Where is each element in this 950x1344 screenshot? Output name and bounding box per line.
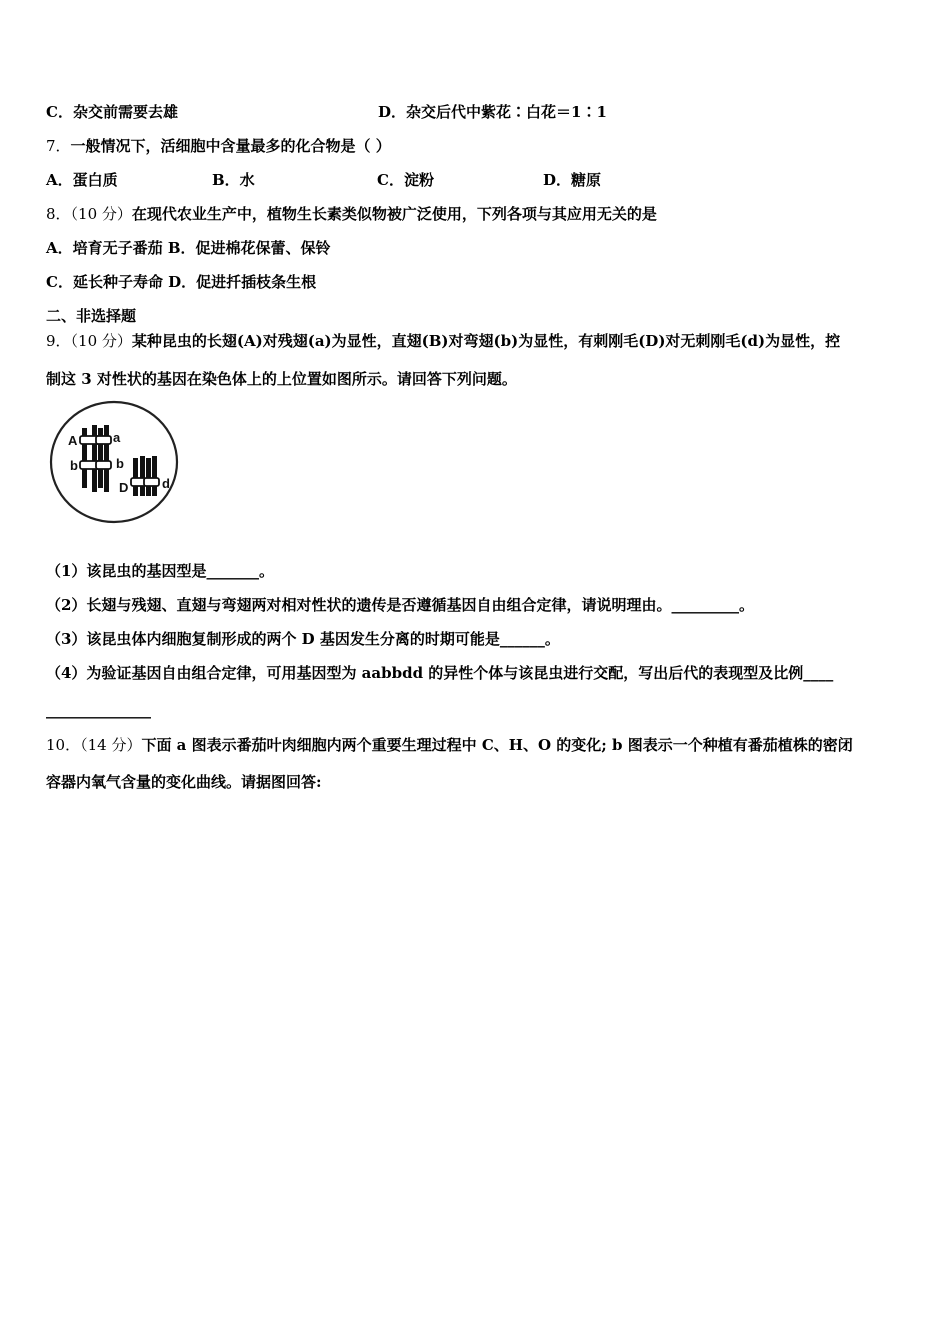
label-d: d (162, 476, 170, 491)
q9-sub4-line1: （4）为验证基因自由组合定律，可用基因型为 aabbdd 的异性个体与该昆虫进行交配，写出后代的表现型及比例____ (46, 664, 834, 682)
chromosome-2d (152, 456, 157, 496)
q8-points: （10 分） (70, 205, 132, 223)
section-title: 二、非选择题 (46, 307, 137, 325)
q10-stem-line1 (46, 735, 853, 755)
q9-stem-text1: 某种昆虫的长翅(A)对残翅(a)为显性，直翅(B)对弯翅(b)为显性，有刺刚毛(D)对无刺刚毛(d)为显性，控 (131, 332, 841, 350)
chromosome-diagram (46, 398, 182, 528)
q8-options-cd: C．延长种子寿命 D．促进扦插枝条生根 (46, 273, 317, 291)
gene-box-a (96, 436, 111, 444)
label-b-right: b (116, 456, 124, 471)
q8-stem-line (46, 204, 657, 224)
gene-box-d (144, 478, 159, 486)
q9-sub4-line2: ______________ (46, 701, 151, 719)
q10-stem-line2: 容器内氧气含量的变化曲线。请据图回答: (46, 773, 322, 791)
q6-option-d: D．杂交后代中紫花∶白花＝1∶1 (378, 103, 607, 121)
chromosome-1d (104, 425, 109, 492)
q6-option-c: C．杂交前需要去雄 (46, 103, 178, 121)
q7-option-b: B．水 (212, 171, 255, 189)
q9-stem-line2: 制这 3 对性状的基因在染色体上的上位置如图所示。请回答下列问题。 (46, 370, 517, 388)
chromosome-2c (146, 458, 151, 496)
label-b-left: b (70, 458, 78, 473)
q9-number: 9． (46, 332, 71, 350)
chromosome-1b (92, 425, 97, 492)
q7-stem: 一般情况下，活细胞中含量最多的化合物是（ ） (70, 137, 391, 155)
q10-points: （14 分） (80, 736, 142, 754)
q7-option-a: A．蛋白质 (46, 171, 118, 189)
gene-box-b-right (96, 461, 111, 469)
label-A: A (68, 433, 78, 448)
q9-sub2: （2）长翅与残翅、直翅与弯翅两对相对性状的遗传是否遵循基因自由组合定律，请说明理由。_________。 (46, 596, 754, 614)
q8-number: 8． (46, 205, 71, 223)
q8-stem: 在现代农业生产中，植物生长素类似物被广泛使用，下列各项与其应用无关的是 (131, 205, 657, 223)
chromosome-2b (140, 456, 145, 496)
q9-points: （10 分） (70, 332, 132, 350)
label-D: D (119, 480, 129, 495)
label-a: a (113, 430, 121, 445)
q9-sub1: （1）该昆虫的基因型是_______。 (46, 562, 274, 580)
q10-stem-text1: 下面 a 图表示番茄叶肉细胞内两个重要生理过程中 C、H、O 的变化; b 图表示一个种植有番茄植株的密闭 (141, 736, 853, 754)
q7-stem-line (46, 136, 391, 156)
q7-option-c: C．淀粉 (377, 171, 434, 189)
q9-sub3: （3）该昆虫体内细胞复制形成的两个 D 基因发生分离的时期可能是______。 (46, 630, 560, 648)
q7-number: 7． (46, 137, 71, 155)
q10-number: 10． (46, 736, 81, 754)
q7-option-d: D．糖原 (543, 171, 602, 189)
q9-stem-line1 (46, 331, 840, 351)
chromosome-2a (133, 458, 138, 496)
q8-options-ab: A．培育无子番茄 B．促进棉花保蕾、保铃 (46, 239, 331, 257)
